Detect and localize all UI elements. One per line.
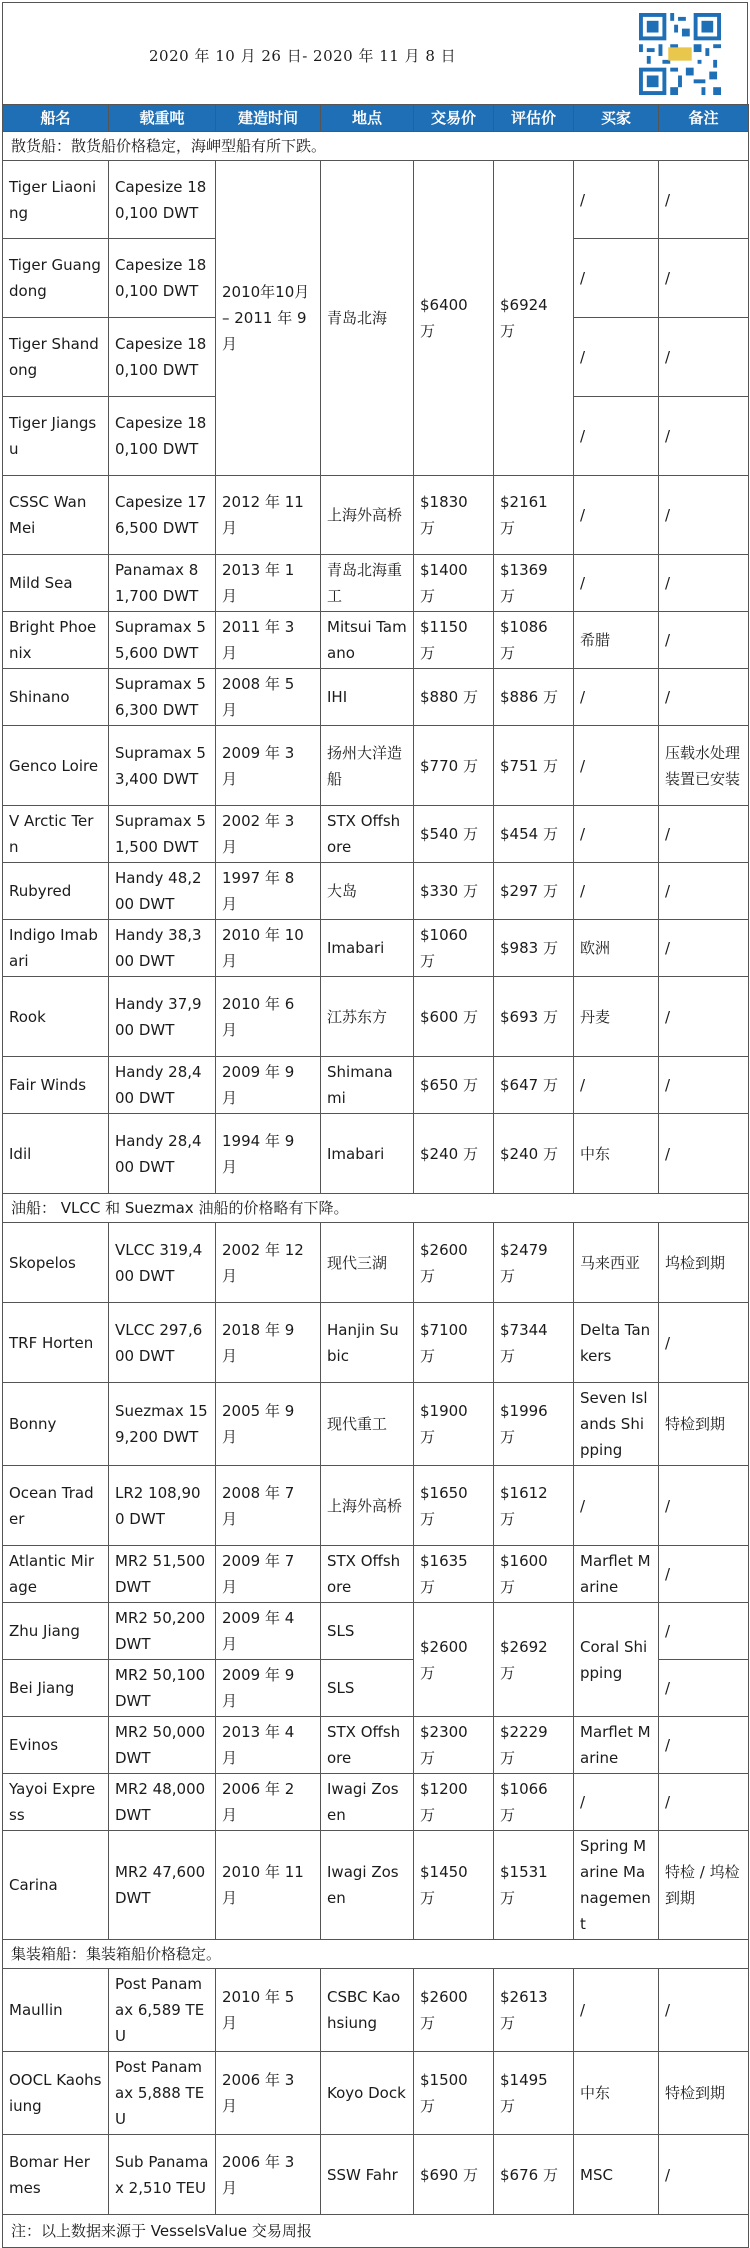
cell-name: Rook <box>3 977 109 1057</box>
cell-price: $330 万 <box>414 863 494 920</box>
cell-dwt: Handy 28,400 DWT <box>109 1057 216 1114</box>
cell-built: 2009 年 9 月 <box>216 1660 321 1717</box>
cell-built: 2002 年 3 月 <box>216 806 321 863</box>
table-row <box>3 1466 749 1546</box>
cell-built: 2010 年 10 月 <box>216 920 321 977</box>
cell-dwt: VLCC 297,600 DWT <box>109 1303 216 1383</box>
cell-built: 2009 年 3 月 <box>216 726 321 806</box>
cell-buyer: / <box>574 1774 659 1831</box>
cell-dwt: LR2 108,900 DWT <box>109 1466 216 1546</box>
cell-name: Carina <box>3 1831 109 1940</box>
column-header-name: 船名 <box>3 105 109 132</box>
cell-price: $1650 万 <box>414 1466 494 1546</box>
cell-place: Koyo Dock <box>321 2052 414 2135</box>
cell-buyer: MSC <box>574 2135 659 2215</box>
column-header-value: 评估价 <box>494 105 574 132</box>
cell-buyer: / <box>574 397 659 476</box>
cell-place: SLS <box>321 1660 414 1717</box>
cell-note: / <box>659 1546 749 1603</box>
cell-value: $454 万 <box>494 806 574 863</box>
cell-dwt: Capesize 180,100 DWT <box>109 161 216 239</box>
cell-note: / <box>659 612 749 669</box>
cell-buyer: / <box>574 1969 659 2052</box>
cell-buyer: / <box>574 863 659 920</box>
cell-built: 1994 年 9 月 <box>216 1114 321 1194</box>
cell-name: Tiger Guangdong <box>3 239 109 318</box>
cell-buyer: Marflet Marine <box>574 1717 659 1774</box>
cell-name: Bei Jiang <box>3 1660 109 1717</box>
cell-name: Tiger Shandong <box>3 318 109 397</box>
cell-dwt: Supramax 56,300 DWT <box>109 669 216 726</box>
cell-price: $2600 万 <box>414 1603 494 1717</box>
cell-place: 大岛 <box>321 863 414 920</box>
footnote-row <box>3 2215 749 2248</box>
cell-place: 现代重工 <box>321 1383 414 1466</box>
cell-built: 2008 年 7 月 <box>216 1466 321 1546</box>
cell-place: Mitsui Tamano <box>321 612 414 669</box>
cell-note: / <box>659 863 749 920</box>
cell-place: STX Offshore <box>321 1546 414 1603</box>
section-row-tanker <box>3 1194 749 1223</box>
cell-note: / <box>659 1660 749 1717</box>
cell-price: $240 万 <box>414 1114 494 1194</box>
report-header <box>2 2 748 104</box>
cell-dwt: Capesize 180,100 DWT <box>109 239 216 318</box>
cell-price: $1900 万 <box>414 1383 494 1466</box>
cell-value: $1495 万 <box>494 2052 574 2135</box>
cell-note: / <box>659 1057 749 1114</box>
cell-buyer: / <box>574 476 659 555</box>
date-range: 2020 年 10 月 26 日- 2020 年 11 月 8 日 <box>149 47 457 65</box>
cell-buyer: / <box>574 726 659 806</box>
table-row <box>3 1223 749 1303</box>
table-row <box>3 1831 749 1940</box>
cell-buyer: 希腊 <box>574 612 659 669</box>
cell-value: $1066 万 <box>494 1774 574 1831</box>
cell-value: $2479 万 <box>494 1223 574 1303</box>
cell-name: V Arctic Tern <box>3 806 109 863</box>
table-header-row <box>3 105 749 132</box>
cell-built: 2006 年 3 月 <box>216 2052 321 2135</box>
cell-note: / <box>659 555 749 612</box>
cell-dwt: Handy 48,200 DWT <box>109 863 216 920</box>
cell-dwt: Capesize 176,500 DWT <box>109 476 216 555</box>
cell-built: 2011 年 3 月 <box>216 612 321 669</box>
cell-name: Idil <box>3 1114 109 1194</box>
cell-buyer: / <box>574 318 659 397</box>
table-row <box>3 669 749 726</box>
cell-value: $676 万 <box>494 2135 574 2215</box>
cell-price: $1635 万 <box>414 1546 494 1603</box>
table-row <box>3 1303 749 1383</box>
cell-name: CSSC Wan Mei <box>3 476 109 555</box>
cell-price: $1400 万 <box>414 555 494 612</box>
cell-price: $1150 万 <box>414 612 494 669</box>
cell-dwt: Post Panamax 6,589 TEU <box>109 1969 216 2052</box>
table-row <box>3 2052 749 2135</box>
column-header-dwt: 载重吨 <box>109 105 216 132</box>
cell-place: STX Offshore <box>321 1717 414 1774</box>
table-row <box>3 1114 749 1194</box>
cell-note: / <box>659 1717 749 1774</box>
cell-dwt: Handy 38,300 DWT <box>109 920 216 977</box>
cell-name: Shinano <box>3 669 109 726</box>
cell-built: 2010 年 6 月 <box>216 977 321 1057</box>
cell-built: 2005 年 9 月 <box>216 1383 321 1466</box>
cell-place: SLS <box>321 1603 414 1660</box>
table-row <box>3 161 749 239</box>
cell-place: 青岛北海 <box>321 161 414 476</box>
cell-buyer: Delta Tankers <box>574 1303 659 1383</box>
cell-dwt: Panamax 81,700 DWT <box>109 555 216 612</box>
report-page <box>2 2 748 2248</box>
cell-value: $1531 万 <box>494 1831 574 1940</box>
cell-place: 上海外高桥 <box>321 476 414 555</box>
cell-value: $2613 万 <box>494 1969 574 2052</box>
cell-name: Evinos <box>3 1717 109 1774</box>
cell-note: / <box>659 476 749 555</box>
cell-place: 现代三湖 <box>321 1223 414 1303</box>
cell-price: $1200 万 <box>414 1774 494 1831</box>
cell-price: $690 万 <box>414 2135 494 2215</box>
cell-price: $650 万 <box>414 1057 494 1114</box>
cell-note: / <box>659 161 749 239</box>
cell-buyer: Coral Shipping <box>574 1603 659 1717</box>
cell-value: $2692 万 <box>494 1603 574 1717</box>
cell-note: / <box>659 1466 749 1546</box>
cell-note: / <box>659 1969 749 2052</box>
cell-value: $1600 万 <box>494 1546 574 1603</box>
cell-note: / <box>659 1114 749 1194</box>
table-row <box>3 920 749 977</box>
cell-built: 2009 年 7 月 <box>216 1546 321 1603</box>
cell-built: 1997 年 8 月 <box>216 863 321 920</box>
cell-dwt: Supramax 51,500 DWT <box>109 806 216 863</box>
cell-built: 2010 年 5 月 <box>216 1969 321 2052</box>
column-header-built: 建造时间 <box>216 105 321 132</box>
cell-note: / <box>659 239 749 318</box>
cell-value: $1996 万 <box>494 1383 574 1466</box>
cell-place: CSBC Kaohsiung <box>321 1969 414 2052</box>
cell-name: Tiger Liaoning <box>3 161 109 239</box>
cell-buyer: / <box>574 1057 659 1114</box>
table-row <box>3 612 749 669</box>
table-row <box>3 1546 749 1603</box>
cell-buyer: 中东 <box>574 2052 659 2135</box>
cell-built: 2013 年 4 月 <box>216 1717 321 1774</box>
table-row <box>3 1057 749 1114</box>
cell-value: $2229 万 <box>494 1717 574 1774</box>
cell-note: / <box>659 920 749 977</box>
cell-name: Maullin <box>3 1969 109 2052</box>
section-title: 集装箱船：集装箱船价格稳定。 <box>3 1940 749 1969</box>
cell-value: $6924 万 <box>494 161 574 476</box>
cell-note: / <box>659 977 749 1057</box>
cell-value: $886 万 <box>494 669 574 726</box>
cell-dwt: MR2 47,600 DWT <box>109 1831 216 1940</box>
cell-price: $6400 万 <box>414 161 494 476</box>
table-row <box>3 1383 749 1466</box>
column-header-note: 备注 <box>659 105 749 132</box>
cell-name: Ocean Trader <box>3 1466 109 1546</box>
cell-value: $2161 万 <box>494 476 574 555</box>
table-row <box>3 806 749 863</box>
qr-code-icon[interactable] <box>639 13 721 95</box>
cell-dwt: Suezmax 159,200 DWT <box>109 1383 216 1466</box>
cell-built: 2006 年 3 月 <box>216 2135 321 2215</box>
cell-name: Bomar Hermes <box>3 2135 109 2215</box>
table-row <box>3 1603 749 1660</box>
cell-place: 青岛北海重工 <box>321 555 414 612</box>
cell-price: $770 万 <box>414 726 494 806</box>
cell-name: Rubyred <box>3 863 109 920</box>
cell-value: $751 万 <box>494 726 574 806</box>
cell-note: / <box>659 1303 749 1383</box>
cell-buyer: 马来西亚 <box>574 1223 659 1303</box>
cell-name: OOCL Kaohsiung <box>3 2052 109 2135</box>
cell-value: $983 万 <box>494 920 574 977</box>
cell-note: / <box>659 669 749 726</box>
cell-place: Shimanami <box>321 1057 414 1114</box>
cell-note: / <box>659 397 749 476</box>
cell-price: $600 万 <box>414 977 494 1057</box>
cell-dwt: MR2 50,100 DWT <box>109 1660 216 1717</box>
cell-place: STX Offshore <box>321 806 414 863</box>
cell-buyer: 丹麦 <box>574 977 659 1057</box>
cell-buyer: Spring Marine Management <box>574 1831 659 1940</box>
cell-price: $1500 万 <box>414 2052 494 2135</box>
cell-name: TRF Horten <box>3 1303 109 1383</box>
column-header-buyer: 买家 <box>574 105 659 132</box>
cell-price: $880 万 <box>414 669 494 726</box>
cell-value: $1086 万 <box>494 612 574 669</box>
cell-price: $2300 万 <box>414 1717 494 1774</box>
cell-note: / <box>659 2135 749 2215</box>
cell-dwt: Capesize 180,100 DWT <box>109 397 216 476</box>
section-row-container <box>3 1940 749 1969</box>
cell-dwt: MR2 50,200 DWT <box>109 1603 216 1660</box>
cell-built: 2009 年 4 月 <box>216 1603 321 1660</box>
cell-name: Mild Sea <box>3 555 109 612</box>
table-row <box>3 1717 749 1774</box>
cell-price: $2600 万 <box>414 1969 494 2052</box>
cell-value: $1612 万 <box>494 1466 574 1546</box>
cell-buyer: / <box>574 161 659 239</box>
cell-price: $1830 万 <box>414 476 494 555</box>
cell-buyer: / <box>574 555 659 612</box>
cell-dwt: Supramax 55,600 DWT <box>109 612 216 669</box>
cell-place: Iwagi Zosen <box>321 1774 414 1831</box>
table-row <box>3 863 749 920</box>
cell-built: 2010年10月 – 2011 年 9 月 <box>216 161 321 476</box>
table-row <box>3 726 749 806</box>
cell-place: Imabari <box>321 1114 414 1194</box>
cell-dwt: MR2 50,000 DWT <box>109 1717 216 1774</box>
cell-place: SSW Fahr <box>321 2135 414 2215</box>
cell-name: Zhu Jiang <box>3 1603 109 1660</box>
cell-name: Fair Winds <box>3 1057 109 1114</box>
cell-buyer: / <box>574 806 659 863</box>
table-row <box>3 1969 749 2052</box>
column-header-place: 地点 <box>321 105 414 132</box>
cell-value: $297 万 <box>494 863 574 920</box>
section-title: 油船： VLCC 和 Suezmax 油船的价格略有下降。 <box>3 1194 749 1223</box>
cell-dwt: MR2 51,500 DWT <box>109 1546 216 1603</box>
cell-place: Iwagi Zosen <box>321 1831 414 1940</box>
cell-price: $1060 万 <box>414 920 494 977</box>
cell-note: 特检到期 <box>659 1383 749 1466</box>
cell-dwt: MR2 48,000 DWT <box>109 1774 216 1831</box>
cell-price: $1450 万 <box>414 1831 494 1940</box>
cell-value: $647 万 <box>494 1057 574 1114</box>
cell-price: $7100 万 <box>414 1303 494 1383</box>
cell-note: 特检 / 坞检到期 <box>659 1831 749 1940</box>
table-row <box>3 977 749 1057</box>
cell-value: $1369 万 <box>494 555 574 612</box>
cell-buyer: 欧洲 <box>574 920 659 977</box>
cell-name: Yayoi Express <box>3 1774 109 1831</box>
cell-buyer: Marflet Marine <box>574 1546 659 1603</box>
cell-note: / <box>659 1774 749 1831</box>
table-row <box>3 2135 749 2215</box>
cell-value: $693 万 <box>494 977 574 1057</box>
section-row-bulk <box>3 132 749 161</box>
cell-name: Atlantic Mirage <box>3 1546 109 1603</box>
cell-built: 2018 年 9 月 <box>216 1303 321 1383</box>
cell-place: 江苏东方 <box>321 977 414 1057</box>
column-header-price: 交易价 <box>414 105 494 132</box>
cell-buyer: / <box>574 1466 659 1546</box>
cell-built: 2002 年 12 月 <box>216 1223 321 1303</box>
cell-built: 2012 年 11 月 <box>216 476 321 555</box>
table-row <box>3 1774 749 1831</box>
cell-dwt: Handy 37,900 DWT <box>109 977 216 1057</box>
cell-name: Bonny <box>3 1383 109 1466</box>
table-row <box>3 476 749 555</box>
cell-buyer: 中东 <box>574 1114 659 1194</box>
cell-buyer: / <box>574 239 659 318</box>
table-row <box>3 555 749 612</box>
cell-note: / <box>659 318 749 397</box>
cell-place: Imabari <box>321 920 414 977</box>
cell-built: 2008 年 5 月 <box>216 669 321 726</box>
cell-buyer: / <box>574 669 659 726</box>
footnote: 注：以上数据来源于 VesselsValue 交易周报 <box>3 2215 749 2248</box>
cell-place: IHI <box>321 669 414 726</box>
cell-dwt: Supramax 53,400 DWT <box>109 726 216 806</box>
cell-dwt: Handy 28,400 DWT <box>109 1114 216 1194</box>
cell-dwt: Sub Panamax 2,510 TEU <box>109 2135 216 2215</box>
cell-place: 扬州大洋造船 <box>321 726 414 806</box>
cell-note: / <box>659 806 749 863</box>
cell-name: Bright Phoenix <box>3 612 109 669</box>
section-title: 散货船：散货船价格稳定，海岬型船有所下跌。 <box>3 132 749 161</box>
cell-name: Indigo Imabari <box>3 920 109 977</box>
cell-note: 特检到期 <box>659 2052 749 2135</box>
cell-built: 2010 年 11 月 <box>216 1831 321 1940</box>
cell-name: Tiger Jiangsu <box>3 397 109 476</box>
cell-dwt: VLCC 319,400 DWT <box>109 1223 216 1303</box>
cell-price: $2600 万 <box>414 1223 494 1303</box>
cell-buyer: Seven Islands Shipping <box>574 1383 659 1466</box>
cell-note: 坞检到期 <box>659 1223 749 1303</box>
cell-note: / <box>659 1603 749 1660</box>
cell-note: 压载水处理装置已安装 <box>659 726 749 806</box>
cell-built: 2013 年 1 月 <box>216 555 321 612</box>
vessel-sales-table <box>2 104 749 2248</box>
cell-name: Skopelos <box>3 1223 109 1303</box>
cell-price: $540 万 <box>414 806 494 863</box>
cell-place: 上海外高桥 <box>321 1466 414 1546</box>
cell-dwt: Capesize 180,100 DWT <box>109 318 216 397</box>
cell-value: $240 万 <box>494 1114 574 1194</box>
cell-built: 2006 年 2 月 <box>216 1774 321 1831</box>
cell-place: Hanjin Subic <box>321 1303 414 1383</box>
cell-name: Genco Loire <box>3 726 109 806</box>
cell-value: $7344 万 <box>494 1303 574 1383</box>
cell-built: 2009 年 9 月 <box>216 1057 321 1114</box>
cell-dwt: Post Panamax 5,888 TEU <box>109 2052 216 2135</box>
